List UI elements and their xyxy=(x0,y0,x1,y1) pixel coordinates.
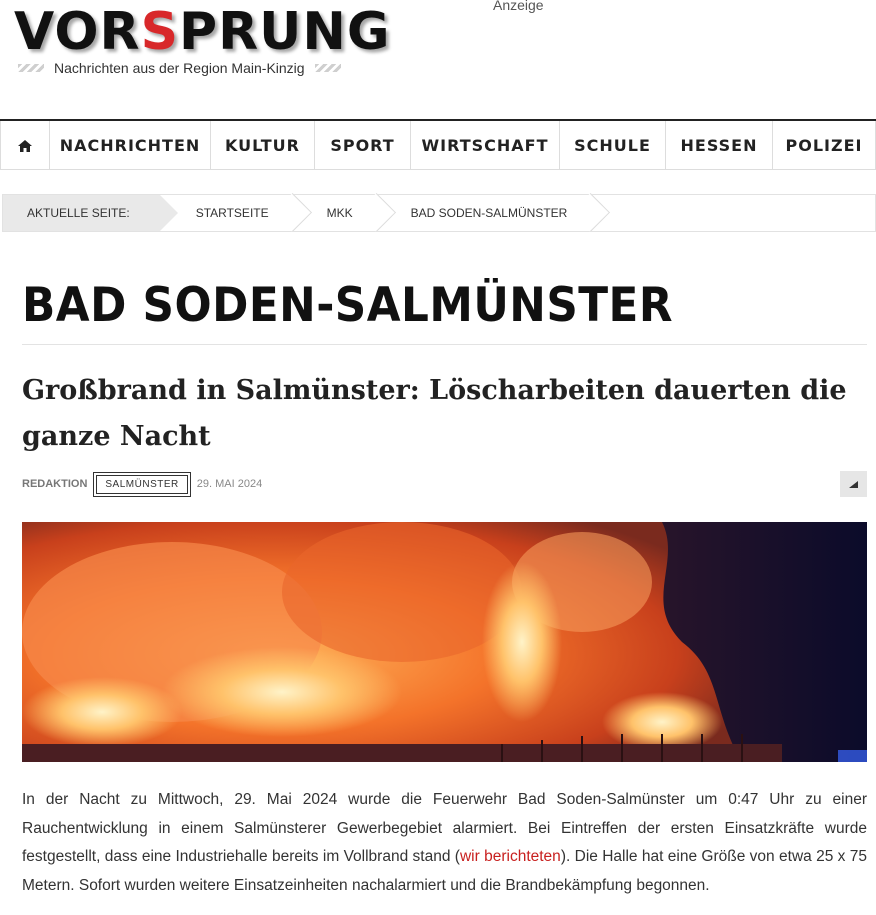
article-body: In der Nacht zu Mittwoch, 29. Mai 2024 wurde die Feuerwehr Bad Soden-Salmünster um 0:47 Uhr zu einer Rauchentwicklung in einem Salmünsterer Gewerbegebiet alarmiert. Bei Eintreffen der ersten Einsatzkräfte wurde festgestellt, dass eine Industriehalle bereits im Vollbrand stand (wir berichteten). Die Halle hat eine Größe von etwa 25 x 75 Metern. Sofort wurden weitere Einsatzeinheiten nachalarmiert und die Brandbekämpfung begonnen. xyxy=(22,791,868,894)
title-divider xyxy=(22,344,867,345)
stripe-decoration-icon xyxy=(315,64,341,72)
article-author[interactable]: REDAKTION xyxy=(22,478,88,490)
site-logo[interactable]: VORSPRUNG xyxy=(14,2,391,62)
article-date: 29. MAI 2024 xyxy=(196,478,263,490)
nav-item-polizei[interactable]: POLIZEI xyxy=(773,121,876,170)
nav-item-nachrichten[interactable]: NACHRICHTEN xyxy=(50,121,211,170)
triangle-up-icon xyxy=(849,481,858,488)
breadcrumb-current-label: AKTUELLE SEITE: xyxy=(3,195,160,231)
breadcrumb-item-mkk[interactable]: MKK xyxy=(297,195,381,231)
site-header xyxy=(0,0,876,120)
nav-item-hessen[interactable]: HESSEN xyxy=(666,121,773,170)
breadcrumb xyxy=(2,194,876,232)
page-title: BAD SODEN-SALMÜNSTER xyxy=(22,278,673,333)
stripe-decoration-icon xyxy=(18,64,44,72)
breadcrumb-item-startseite[interactable]: STARTSEITE xyxy=(160,195,297,231)
ad-label: Anzeige xyxy=(493,0,544,13)
nav-item-schule[interactable]: SCHULE xyxy=(560,121,666,170)
main-navigation xyxy=(0,119,876,170)
article-title[interactable]: Großbrand in Salmünster: Löscharbeiten dauerten die ganze Nacht xyxy=(22,375,847,452)
home-icon xyxy=(18,140,32,152)
article-category-tag[interactable]: SALMÜNSTER xyxy=(93,472,190,497)
nav-item-sport[interactable]: SPORT xyxy=(315,121,411,170)
article-link-wir-berichteten[interactable]: wir berichteten xyxy=(459,848,561,865)
nav-item-wirtschaft[interactable]: WIRTSCHAFT xyxy=(411,121,560,170)
nav-home[interactable] xyxy=(0,121,50,170)
nav-item-kultur[interactable]: KULTUR xyxy=(211,121,315,170)
breadcrumb-item-bad-soden-salmuenster[interactable]: BAD SODEN-SALMÜNSTER xyxy=(381,195,596,231)
article-meta xyxy=(22,471,262,497)
article-hero-image[interactable] xyxy=(22,522,867,762)
fire-photo xyxy=(22,522,867,762)
site-tagline: Nachrichten aus der Region Main-Kinzig xyxy=(18,60,341,76)
toggle-button[interactable] xyxy=(840,471,867,497)
